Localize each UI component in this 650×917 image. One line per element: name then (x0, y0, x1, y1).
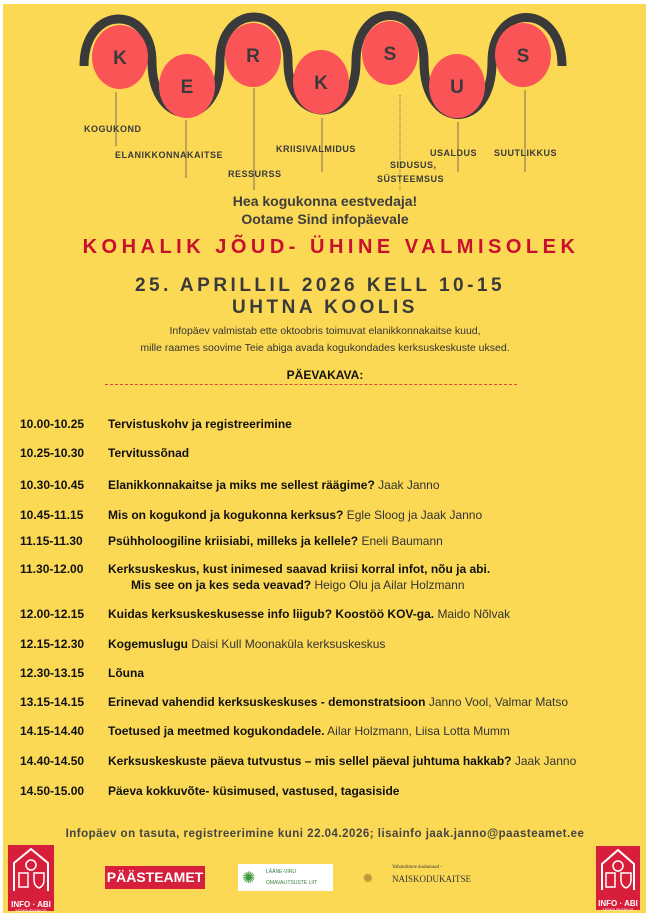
info-abi-text: INFO · ABI (598, 899, 638, 908)
agenda-description (108, 754, 576, 768)
footer-note: Infopäev on tasuta, registreerimine kuni 22.04.2026; lisainfo jaak.janno@paasteamet.ee (65, 828, 585, 840)
label-sidusus: SIDUSUS, (390, 160, 437, 170)
laane-viru-logo (238, 864, 333, 891)
agenda-speaker: Heigo Olu ja Ailar Holzmann (314, 578, 465, 592)
agenda-topic: Mis on kogukond ja kogukonna kerksus? (108, 508, 344, 522)
info-abi-logo-right (596, 846, 640, 910)
agenda-time: 12.00-12.15 (20, 607, 85, 621)
greeting-line-2: Ootame Sind infopäevale (241, 211, 409, 227)
agenda-topic: Psühholoogiline kriisiabi, milleks ja kellele? (108, 534, 359, 548)
naiskodukaitse-motto: Vabatahtune kodumaad - (392, 865, 442, 870)
event-date: 25. APRILLIL 2026 KELL 10-15 (134, 275, 506, 296)
laane-viru-text-1: LÄÄNE-VIRU (266, 869, 297, 875)
greeting-line-1: Hea kogukonna eestvedaja! (232, 193, 418, 209)
naiskodukaitse-logo (360, 864, 480, 892)
emblem-icon: ✹ (362, 870, 374, 886)
agenda-topic: Toetused ja meetmed kogukondadele. (108, 724, 325, 738)
agenda-time: 14.50-15.00 (20, 784, 85, 798)
agenda-speaker: Ailar Holzmann, Liisa Lotta Mumm (327, 724, 510, 738)
agenda-time: 10.25-10.30 (20, 446, 85, 460)
agenda-topic: Erinevad vahendid kerksuskeskuses - demonstratsioon (108, 695, 426, 709)
agenda-description (108, 508, 482, 522)
letter: S (383, 44, 397, 65)
agenda-time: 11.15-11.30 (20, 534, 83, 548)
label-usaldus: USALDUS (430, 148, 478, 158)
agenda-speaker: Maido Nõlvak (437, 607, 511, 621)
label-suutlikkus: SUUTLIKKUS (494, 148, 557, 158)
agenda-topic-cont: Mis see on ja kes seda veavad? (131, 578, 312, 592)
agenda-topic: Kerksuskeskus, kust inimesed saavad kriisi korral infot, nõu ja abi. (108, 562, 491, 576)
agenda-speaker: Eneli Baumann (361, 534, 443, 548)
agenda-topic: Tervitussõnad (108, 446, 190, 460)
agenda-time: 10.30-10.45 (20, 478, 85, 492)
agenda-description (108, 637, 385, 651)
agenda-topic: Tervistuskohv ja registreerimine (108, 417, 292, 431)
intro-line-1: Infopäev valmistab ette oktoobris toimuvat elanikkonnakaitse kuud, (169, 325, 481, 337)
agenda-divider (105, 384, 517, 385)
letter: U (450, 77, 464, 98)
agenda-time: 10.45-11.15 (20, 508, 84, 522)
agenda-speaker: Jaak Janno (514, 754, 577, 768)
intro-line-2: mille raames soovime Teie abiga avada kogukondades kerksuskeskuste uksed. (140, 342, 510, 354)
agenda-description-cont (131, 578, 465, 592)
label-systeemsus: SÜSTEEMSUS (377, 174, 445, 184)
letter: K (314, 73, 328, 94)
agenda-description (108, 695, 568, 709)
info-abi-subtext: KERKSUSKESKUS (602, 908, 634, 912)
agenda-description (108, 607, 510, 621)
event-title: KOHALIK JÕUD- ÜHINE VALMISOLEK (82, 236, 580, 258)
laane-viru-text-2: OMAVALITSUSTE LIIT (266, 880, 318, 886)
label-pointers (0, 0, 650, 190)
letter: R (246, 46, 260, 67)
agenda-title: PÄEVAKAVA: (286, 368, 364, 382)
flower-icon: ✺ (242, 870, 256, 887)
agenda-topic: Kerksuskeskuste päeva tutvustus – mis sellel päeval juhtuma hakkab? (108, 754, 512, 768)
agenda-topic: Kuidas kerksuskeskusesse info liigub? Koostöö KOV-ga. (108, 607, 435, 621)
agenda-topic: Lõuna (108, 666, 144, 680)
agenda-time: 13.15-14.15 (20, 695, 85, 709)
agenda-time: 14.40-14.50 (20, 754, 85, 768)
letter: K (113, 48, 127, 69)
agenda-description (108, 666, 144, 680)
agenda-time: 10.00-10.25 (20, 417, 85, 431)
info-abi-text: INFO · ABI (11, 900, 51, 909)
agenda-speaker: Jaak Janno (378, 478, 440, 492)
agenda-description (108, 724, 510, 738)
agenda-speaker: Egle Sloog ja Jaak Janno (346, 508, 483, 522)
agenda-time: 12.30-13.15 (20, 666, 85, 680)
agenda-description (108, 417, 292, 431)
agenda-speaker: Daisi Kull Moonaküla kerksuskeskus (191, 637, 386, 651)
label-ressurss: RESSURSS (228, 169, 282, 179)
agenda-description (108, 446, 189, 460)
agenda-time: 14.15-14.40 (20, 724, 85, 738)
agenda-topic: Päeva kokkuvõte- küsimused, vastused, tagasiside (108, 784, 400, 798)
agenda-description (108, 478, 440, 492)
house-shield-icon (8, 845, 54, 895)
naiskodukaitse-text: NAISKODUKAITSE (392, 874, 471, 884)
agenda-time: 11.30-12.00 (20, 562, 84, 576)
info-abi-logo-left (8, 845, 54, 911)
event-place: UHTNA KOOLIS (232, 297, 418, 318)
agenda-description (108, 562, 490, 576)
letter: S (516, 46, 530, 67)
label-kogukond: KOGUKOND (84, 124, 142, 134)
house-shield-icon (596, 846, 640, 894)
agenda-speaker: Janno Vool, Valmar Matso (428, 695, 568, 709)
letter: E (180, 77, 194, 98)
agenda-topic: Elanikkonnakaitse ja miks me sellest räägime? (108, 478, 375, 492)
paasteamet-logo: PÄÄSTEAMET (105, 866, 205, 889)
label-kriisivalmidus: KRIISIVALMIDUS (276, 144, 356, 154)
info-abi-subtext: KERKSUSKESKUS (15, 909, 47, 913)
agenda-description (108, 534, 443, 548)
agenda-time: 12.15-12.30 (20, 637, 85, 651)
label-elanikkonnakaitse: ELANIKKONNAKAITSE (115, 150, 224, 160)
agenda-topic: Kogemuslugu (108, 637, 188, 651)
agenda-description (108, 784, 399, 798)
